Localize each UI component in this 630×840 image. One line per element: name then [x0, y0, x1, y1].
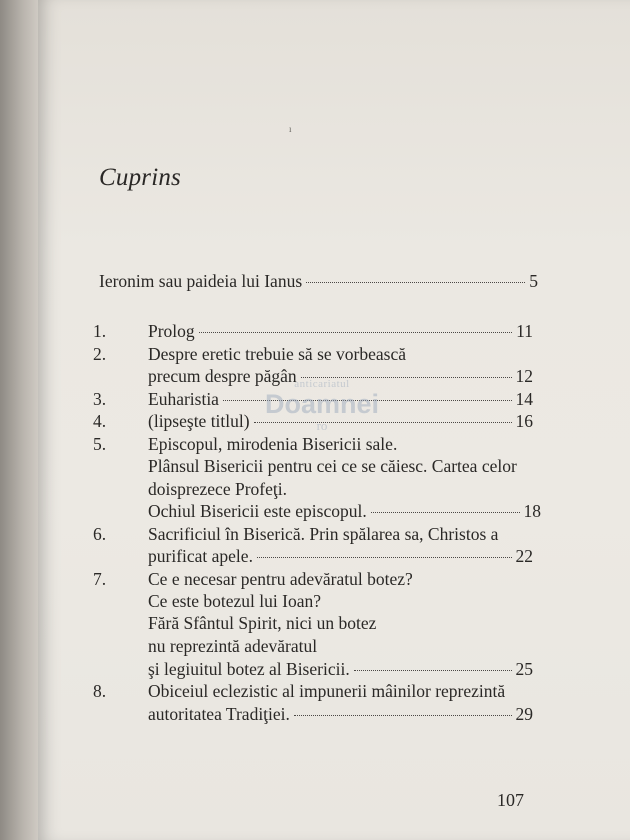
- dot-leader: [306, 282, 525, 283]
- toc-entry-title: Ochiul Bisericii este episcopul.: [148, 501, 367, 521]
- page-title: Cuprins: [99, 164, 181, 191]
- dot-leader: [199, 332, 512, 333]
- toc-entry-title: Euharistia: [148, 389, 219, 409]
- toc-entry-number: 3.: [93, 389, 107, 409]
- toc-entry-number: 7.: [93, 569, 107, 589]
- toc-entry-page: 25: [515, 659, 533, 679]
- toc-entry-line: Obiceiul eclezistic al impunerii mâinilor reprezintă: [148, 681, 506, 701]
- toc-entry-line: [148, 320, 533, 342]
- toc-entry-line: Fără Sfântul Spirit, nici un botez: [148, 613, 377, 633]
- dot-leader: [371, 512, 520, 513]
- toc-entry-page: 22: [515, 546, 533, 566]
- toc-entry-number: 8.: [93, 681, 107, 701]
- toc-entry-line: [148, 500, 541, 522]
- toc-entry-page: 18: [523, 501, 541, 521]
- toc-entry-number: 5.: [93, 434, 107, 454]
- toc-intro-page: 5: [529, 271, 538, 291]
- toc-entry-number: 1.: [93, 321, 107, 341]
- toc-entry-title: şi legiuitul botez al Bisericii.: [148, 659, 350, 679]
- toc-entry-page: 11: [516, 321, 533, 341]
- toc-entry-number: 6.: [93, 524, 107, 544]
- toc-entry-title: autoritatea Tradiţiei.: [148, 704, 290, 724]
- toc-entry-line: nu reprezintă adevăratul: [148, 636, 318, 656]
- toc-entry-page: 16: [515, 411, 533, 431]
- toc-entry-line: [148, 703, 533, 725]
- toc-entry-page: 12: [515, 366, 533, 386]
- toc-entry-line: Plânsul Bisericii pentru cei ce se căiesc. Cartea celor: [148, 456, 517, 476]
- toc-entry-page: 14: [515, 389, 533, 409]
- toc-entry-page: 29: [515, 704, 533, 724]
- toc-entry-number: 4.: [93, 411, 107, 431]
- toc-intro-entry: [99, 271, 538, 292]
- toc-entry-line: Despre eretic trebuie să se vorbească: [148, 344, 406, 364]
- dot-leader: [354, 670, 512, 671]
- toc-entry-line: Ce este botezul lui Ioan?: [148, 591, 321, 611]
- page-shadow-edge: [0, 0, 38, 840]
- toc-entry-title: purificat apele.: [148, 546, 253, 566]
- toc-entry-line: doisprezece Profeţi.: [148, 479, 287, 499]
- toc-entry-title: precum despre păgân: [148, 366, 297, 386]
- toc-entry-number: 2.: [93, 344, 107, 364]
- toc-entry-line: [148, 545, 533, 567]
- dot-leader: [257, 557, 512, 558]
- page-number: 107: [497, 790, 524, 810]
- toc-entry-line: Sacrificiul în Biserică. Prin spălarea sa, Christos a: [148, 524, 499, 544]
- toc-entry-line: Ce e necesar pentru adevăratul botez?: [148, 569, 413, 589]
- toc-intro-label: Ieronim sau paideia lui Ianus: [99, 271, 303, 291]
- page-mark: ı: [289, 124, 292, 134]
- toc-entry-title: (lipseşte titlul): [148, 411, 250, 431]
- watermark-logo: anticariatul Doamnei ro: [264, 378, 380, 433]
- toc-entry-title: Prolog: [148, 321, 195, 341]
- toc-entry-line: [148, 658, 533, 680]
- dot-leader: [294, 715, 512, 716]
- toc-entry-line: Episcopul, mirodenia Bisericii sale.: [148, 434, 398, 454]
